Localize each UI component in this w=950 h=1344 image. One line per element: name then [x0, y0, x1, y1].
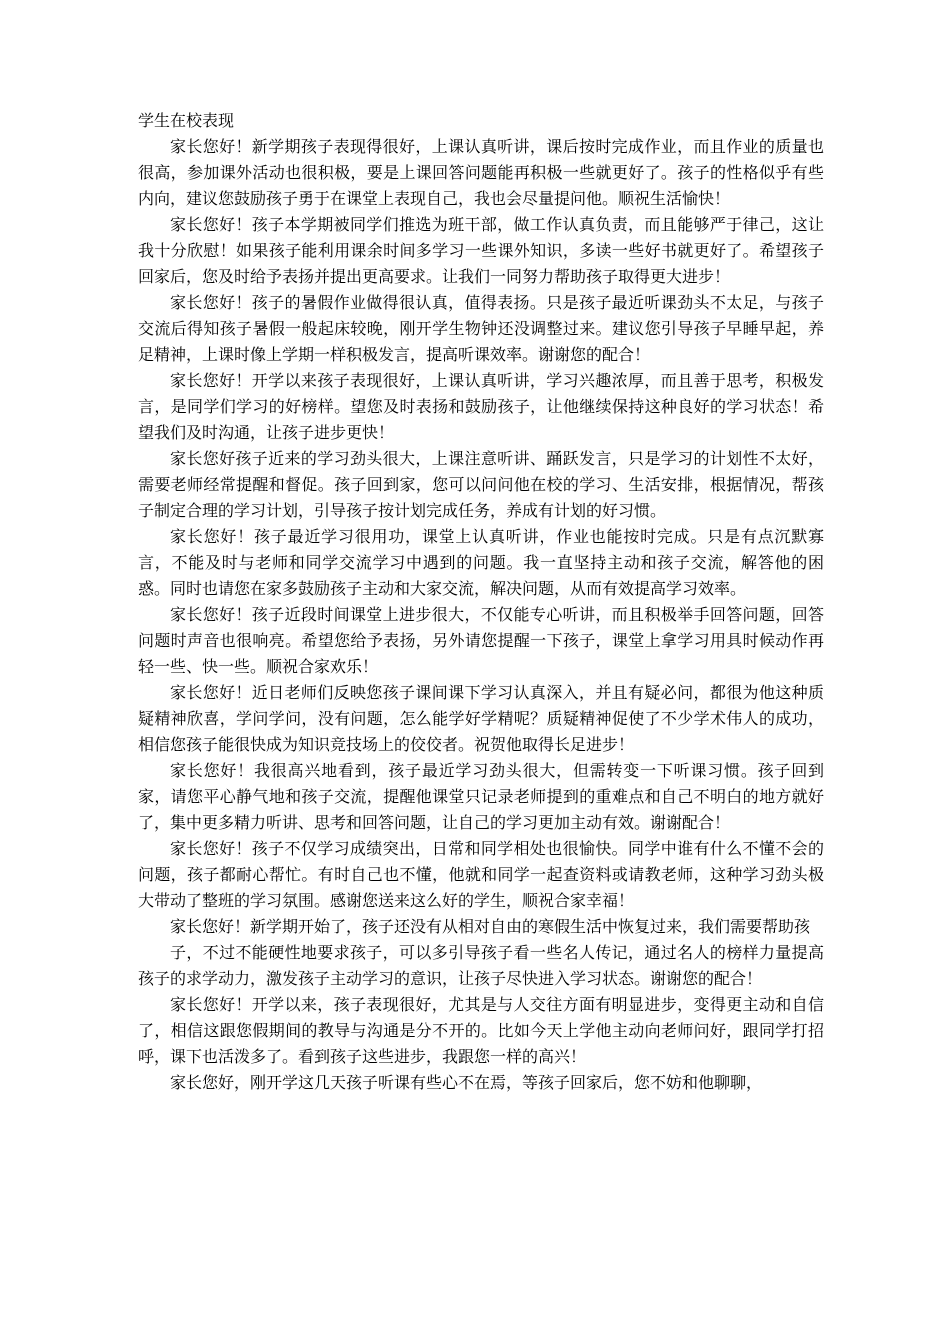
paragraph: 家长您好！新学期开始了，孩子还没有从相对自由的寒假生活中恢复过来，我们需要帮助孩 — [170, 917, 811, 936]
paragraph: 家长您好！新学期孩子表现得很好，上课认真听讲，课后按时完成作业，而且作业的质量也很高，参加课外活动也很积极，要是上课回答问题能再积极一些就更好了。孩子的性格似乎有些内向，建议您鼓励孩子勇于在课堂上表现自己，我也会尽量提问他。顺祝生活愉快！ — [138, 137, 824, 208]
document-page — [138, 108, 824, 1096]
paragraph: 家长您好，刚开学这几天孩子听课有些心不在焉，等孩子回家后，您不妨和他聊聊， — [170, 1073, 763, 1092]
paragraph: 家长您好！孩子不仅学习成绩突出，日常和同学相处也很愉快。同学中谁有什么不懂不会的问题，孩子都耐心帮忙。有时自己也不懂，他就和同学一起查资料或请教老师，这种学习劲头极大带动了整班的学习氛围。感谢您送来这么好的学生，顺祝合家幸福！ — [138, 839, 824, 910]
paragraph: 家长您好！近日老师们反映您孩子课间课下学习认真深入，并且有疑必问，都很为他这种质疑精神欣喜，学问学问，没有问题，怎么能学好学精呢？质疑精神促使了不少学术伟人的成功，相信您孩子能很快成为知识竞技场上的佼佼者。祝贺他取得长足进步！ — [138, 683, 824, 754]
paragraph: 家长您好！我很高兴地看到，孩子最近学习劲头很大，但需转变一下听课习惯。孩子回到家，请您平心静气地和孩子交流，提醒他课堂只记录老师提到的重难点和自己不明白的地方就好了，集中更多精力听讲、思考和回答问题，让自己的学习更加主动有效。谢谢配合！ — [138, 761, 824, 832]
paragraph: 家长您好！开学以来孩子表现很好，上课认真听讲，学习兴趣浓厚，而且善于思考，积极发言，是同学们学习的好榜样。望您及时表扬和鼓励孩子，让他继续保持这种良好的学习状态！希望我们及时沟通，让孩子进步更快！ — [138, 371, 824, 442]
paragraph: 子，不过不能硬性地要求孩子，可以多引导孩子看一些名人传记，通过名人的榜样力量提高孩子的求学动力，激发孩子主动学习的意识，让孩子尽快进入学习状态。谢谢您的配合！ — [138, 943, 824, 988]
paragraph: 家长您好！孩子本学期被同学们推选为班干部，做工作认真负责，而且能够严于律己，这让我十分欣慰！如果孩子能利用课余时间多学习一些课外知识，多读一些好书就更好了。希望孩子回家后，您及时给予表扬并提出更高要求。让我们一同努力帮助孩子取得更大进步！ — [138, 215, 824, 286]
paragraph: 家长您好！孩子近段时间课堂上进步很大，不仅能专心听讲，而且积极举手回答问题，回答问题时声音也很响亮。希望您给予表扬，另外请您提醒一下孩子，课堂上拿学习用具时候动作再轻一些、快一些。顺祝合家欢乐！ — [138, 605, 824, 676]
paragraph: 家长您好！开学以来，孩子表现很好，尤其是与人交往方面有明显进步，变得更主动和自信了，相信这跟您假期间的教导与沟通是分不开的。比如今天上学他主动向老师问好，跟同学打招呼，课下也活泼多了。看到孩子这些进步，我跟您一样的高兴！ — [138, 995, 824, 1066]
paragraph: 家长您好孩子近来的学习劲头很大，上课注意听讲、踊跃发言，只是学习的计划性不太好，需要老师经常提醒和督促。孩子回到家，您可以问问他在校的学习、生活安排，根据情况，帮孩子制定合理的学习计划，引导孩子按计划完成任务，养成有计划的好习惯。 — [138, 449, 824, 520]
paragraph: 家长您好！孩子的暑假作业做得很认真，值得表扬。只是孩子最近听课劲头不太足，与孩子交流后得知孩子暑假一般起床较晚，刚开学生物钟还没调整过来。建议您引导孩子早睡早起，养足精神，上课时像上学期一样积极发言，提高听课效率。谢谢您的配合！ — [138, 293, 824, 364]
document-title: 学生在校表现 — [138, 111, 235, 130]
paragraph: 家长您好！孩子最近学习很用功，课堂上认真听讲，作业也能按时完成。只是有点沉默寡言，不能及时与老师和同学交流学习中遇到的问题。我一直坚持主动和孩子交流，解答他的困惑。同时也请您在家多鼓励孩子主动和大家交流，解决问题，从而有效提高学习效率。 — [138, 527, 824, 598]
